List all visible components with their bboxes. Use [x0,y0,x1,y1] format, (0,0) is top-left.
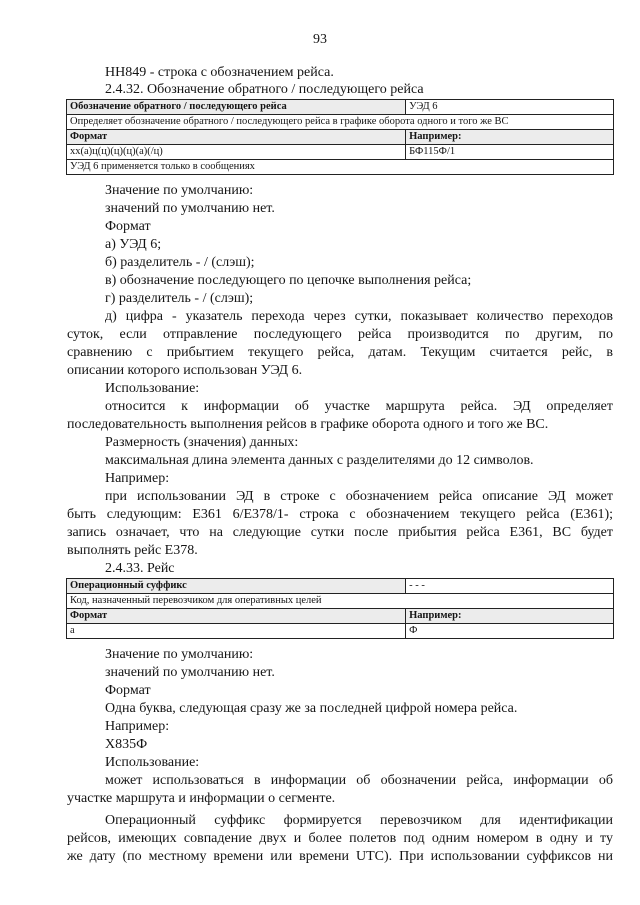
section-heading: 2.4.32. Обозначение обратного / последующего рейса [105,82,424,97]
element-name-cell: Обозначение обратного / последующего рейса [67,100,406,115]
definition-cell: Код, назначенный перевозчиком для оперативных целей [67,594,614,609]
element-name-cell: Операционный суффикс [67,579,406,594]
format-header-cell: Формат [67,130,406,145]
body-text: Формат [105,683,151,698]
body-text: Использование: [105,381,200,396]
format-value-cell: а [67,624,406,639]
body-text: может использоваться в информации об обозначении рейса, информации об [105,773,613,788]
body-text: Например: [105,471,170,486]
intro-line: НН849 - строка с обозначением рейса. [105,65,334,80]
body-text: г) разделитель - / (слэш); [105,291,254,306]
spec-table [66,578,614,639]
body-text: Размерность (значения) данных: [105,435,299,450]
definition-cell: Определяет обозначение обратного / последующего рейса в графике оборота одного и того же ВС [67,115,614,130]
body-text: при использовании ЭД в строке с обозначением рейса описание ЭД может [105,489,613,504]
element-code-cell: УЭД 6 [406,100,614,115]
body-text: Значение по умолчанию: [105,183,254,198]
example-header-cell: Например: [406,609,614,624]
body-text: Например: [105,719,170,734]
body-text: запись означает, что на следующие сутки после прибытия рейса Е361, ВС будет [67,525,613,540]
body-text: Одна буква, следующая сразу же за последней цифрой номера рейса. [105,701,518,716]
body-text: Значение по умолчанию: [105,647,254,662]
body-text: описании которого использован УЭД 6. [67,363,303,378]
body-text: Формат [105,219,151,234]
format-header-cell: Формат [67,609,406,624]
body-text: последовательность выполнения рейсов в графике оборота одного и того же ВС. [67,417,549,432]
body-text: суток, если отправление последующего рейса производится по другим, по [67,327,613,342]
example-value-cell: БФ115Ф/1 [406,145,614,160]
body-text: выполнять рейс Е378. [67,543,198,558]
example-value-cell: Ф [406,624,614,639]
body-text: Операционный суффикс формируется перевозчиком для идентификации [105,813,613,828]
body-text: сравнению с прибытием текущего рейса, датам. Текущим считается рейс, в [67,345,613,360]
body-text: быть следующим: Е361 6/Е378/1- строка с обозначением текущего рейса (Е361); [67,507,613,522]
body-text: в) обозначение последующего по цепочке выполнения рейса; [105,273,472,288]
spec-table [66,99,614,175]
body-text: б) разделитель - / (слэш); [105,255,255,270]
body-text: значений по умолчанию нет. [105,665,275,680]
example-header-cell: Например: [406,130,614,145]
section-heading: 2.4.33. Рейс [105,561,175,576]
page-number: 93 [313,32,327,47]
element-code-cell: - - - [406,579,614,594]
format-value-cell: хх(а)ц(ц)(ц)(ц)(а)(/ц) [67,145,406,160]
body-text: значений по умолчанию нет. [105,201,275,216]
body-text: а) УЭД 6; [105,237,162,252]
body-text: относится к информации об участке маршрута рейса. ЭД определяет [105,399,613,414]
body-text: же дату (по местному времени или времени UTC). При использовании суффиксов ни [67,849,613,864]
body-text: д) цифра - указатель перехода через сутки, показывает количество переходов [105,309,613,324]
body-text: Х835Ф [105,737,148,752]
note-cell: УЭД 6 применяется только в сообщениях [67,160,614,175]
body-text: Использование: [105,755,200,770]
body-text: максимальная длина элемента данных с разделителями до 12 символов. [105,453,534,468]
body-text: рейсов, имеющих совпадение двух и более полетов под одним номером в одну и ту [67,831,613,846]
body-text: участке маршрута и информации о сегменте. [67,791,336,806]
